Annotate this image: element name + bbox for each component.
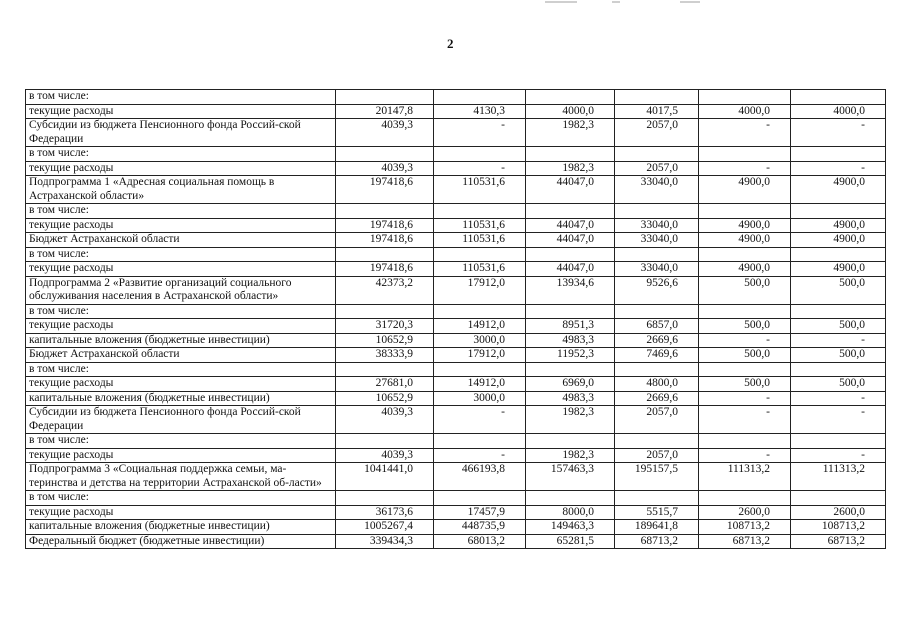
row-label: текущие расходы — [26, 448, 336, 463]
row-value: - — [434, 119, 526, 147]
row-value: 36173,6 — [336, 505, 434, 520]
row-label: текущие расходы — [26, 377, 336, 392]
row-value: 189641,8 — [615, 520, 699, 535]
row-label: в том числе: — [26, 90, 336, 105]
row-value: 149463,3 — [526, 520, 615, 535]
row-value: 2057,0 — [615, 119, 699, 147]
row-value: 4900,0 — [699, 218, 791, 233]
table-row — [26, 218, 886, 233]
row-value: 2669,6 — [615, 391, 699, 406]
row-value: - — [791, 448, 886, 463]
row-value: - — [434, 448, 526, 463]
row-value: 20147,8 — [336, 104, 434, 119]
row-value: 4900,0 — [699, 176, 791, 204]
row-label: текущие расходы — [26, 104, 336, 119]
row-value — [434, 304, 526, 319]
table-row — [26, 406, 886, 434]
row-value: 4039,3 — [336, 161, 434, 176]
row-value: 3000,0 — [434, 391, 526, 406]
row-value: 68713,2 — [791, 534, 886, 549]
row-value — [791, 434, 886, 449]
row-value — [699, 304, 791, 319]
row-value: 4039,3 — [336, 448, 434, 463]
row-value — [336, 304, 434, 319]
row-value: 1982,3 — [526, 119, 615, 147]
row-value — [434, 434, 526, 449]
row-value: 4900,0 — [791, 218, 886, 233]
row-value — [615, 491, 699, 506]
row-value: 27681,0 — [336, 377, 434, 392]
table-row — [26, 520, 886, 535]
row-value: 197418,6 — [336, 218, 434, 233]
row-label: текущие расходы — [26, 161, 336, 176]
table-row — [26, 448, 886, 463]
row-value: 8000,0 — [526, 505, 615, 520]
row-value — [791, 362, 886, 377]
row-value — [699, 204, 791, 219]
row-value: 2057,0 — [615, 406, 699, 434]
row-value: 17912,0 — [434, 348, 526, 363]
row-value: 4130,3 — [434, 104, 526, 119]
row-label: капитальные вложения (бюджетные инвестиции) — [26, 333, 336, 348]
row-value: 44047,0 — [526, 233, 615, 248]
table-row — [26, 391, 886, 406]
row-value: 17457,9 — [434, 505, 526, 520]
row-value — [434, 362, 526, 377]
table-row — [26, 161, 886, 176]
row-value: - — [434, 161, 526, 176]
row-value: 2600,0 — [791, 505, 886, 520]
row-value: 4000,0 — [526, 104, 615, 119]
table-row — [26, 463, 886, 491]
row-value — [615, 147, 699, 162]
row-label: в том числе: — [26, 304, 336, 319]
row-value: 7469,6 — [615, 348, 699, 363]
row-value: 10652,9 — [336, 391, 434, 406]
row-value: 13934,6 — [526, 276, 615, 304]
row-value — [615, 434, 699, 449]
row-value: 197418,6 — [336, 233, 434, 248]
row-value: 1005267,4 — [336, 520, 434, 535]
row-value: 44047,0 — [526, 218, 615, 233]
row-value: 9526,6 — [615, 276, 699, 304]
row-value: - — [791, 391, 886, 406]
row-value: 110531,6 — [434, 233, 526, 248]
table-row — [26, 233, 886, 248]
row-value — [615, 204, 699, 219]
row-value — [791, 204, 886, 219]
row-value: 6857,0 — [615, 319, 699, 334]
row-value: 4039,3 — [336, 406, 434, 434]
row-value: 10652,9 — [336, 333, 434, 348]
row-value: 1041441,0 — [336, 463, 434, 491]
row-value — [434, 147, 526, 162]
row-value: 33040,0 — [615, 262, 699, 277]
row-value: 33040,0 — [615, 233, 699, 248]
row-value — [434, 247, 526, 262]
row-value: 4900,0 — [699, 233, 791, 248]
row-value: 1982,3 — [526, 161, 615, 176]
row-value — [615, 304, 699, 319]
row-value: 500,0 — [699, 348, 791, 363]
row-value: 68013,2 — [434, 534, 526, 549]
row-value: 4900,0 — [699, 262, 791, 277]
table-row — [26, 362, 886, 377]
row-value: 197418,6 — [336, 262, 434, 277]
row-value — [699, 247, 791, 262]
row-value: - — [699, 448, 791, 463]
row-value: - — [791, 406, 886, 434]
row-value: 14912,0 — [434, 319, 526, 334]
row-value: 8951,3 — [526, 319, 615, 334]
row-value — [615, 90, 699, 105]
page-number: 2 — [447, 36, 454, 51]
table-row — [26, 491, 886, 506]
row-label: текущие расходы — [26, 505, 336, 520]
row-value: 4900,0 — [791, 262, 886, 277]
table-row — [26, 119, 886, 147]
table-row — [26, 262, 886, 277]
row-value: 1982,3 — [526, 406, 615, 434]
row-value: - — [699, 333, 791, 348]
row-value: 44047,0 — [526, 262, 615, 277]
scan-artifact — [612, 1, 620, 3]
row-value: 65281,5 — [526, 534, 615, 549]
row-value: 2057,0 — [615, 161, 699, 176]
table-row — [26, 247, 886, 262]
row-value — [526, 362, 615, 377]
row-value: 500,0 — [791, 319, 886, 334]
row-value — [434, 204, 526, 219]
row-value: 1982,3 — [526, 448, 615, 463]
row-label: Подпрограмма 3 «Социальная поддержка семьи, ма-теринства и детства на территории Астраханской об-ласти» — [26, 463, 336, 491]
row-value: 500,0 — [699, 377, 791, 392]
budget-table — [25, 89, 886, 549]
row-value — [336, 204, 434, 219]
row-value: 4983,3 — [526, 333, 615, 348]
row-value: - — [791, 119, 886, 147]
row-value — [434, 90, 526, 105]
row-value — [526, 491, 615, 506]
row-value: 2057,0 — [615, 448, 699, 463]
row-value: 4000,0 — [791, 104, 886, 119]
table-row — [26, 377, 886, 392]
row-label: в том числе: — [26, 434, 336, 449]
row-value: 4800,0 — [615, 377, 699, 392]
table-row — [26, 505, 886, 520]
row-value — [526, 434, 615, 449]
row-label: в том числе: — [26, 491, 336, 506]
table-row — [26, 204, 886, 219]
row-value — [615, 362, 699, 377]
row-value — [699, 491, 791, 506]
row-value: - — [699, 119, 791, 147]
row-value — [791, 247, 886, 262]
table-row — [26, 104, 886, 119]
row-value: 3000,0 — [434, 333, 526, 348]
row-value: 111313,2 — [791, 463, 886, 491]
table-row — [26, 434, 886, 449]
row-value — [791, 491, 886, 506]
row-value — [699, 362, 791, 377]
row-value: - — [699, 161, 791, 176]
row-value: 38333,9 — [336, 348, 434, 363]
row-value — [699, 90, 791, 105]
row-value — [526, 304, 615, 319]
row-value: - — [791, 333, 886, 348]
row-value: 4900,0 — [791, 176, 886, 204]
row-label: текущие расходы — [26, 218, 336, 233]
row-value: - — [434, 406, 526, 434]
row-value: 500,0 — [699, 276, 791, 304]
table-row — [26, 90, 886, 105]
row-value — [336, 434, 434, 449]
row-value — [336, 90, 434, 105]
row-value: 4017,5 — [615, 104, 699, 119]
row-value: 110531,6 — [434, 176, 526, 204]
row-label: Бюджет Астраханской области — [26, 233, 336, 248]
row-value: 4900,0 — [791, 233, 886, 248]
row-value — [336, 147, 434, 162]
scan-artifact — [545, 1, 577, 3]
row-value — [526, 204, 615, 219]
row-value — [336, 247, 434, 262]
row-value: 4039,3 — [336, 119, 434, 147]
row-value: 195157,5 — [615, 463, 699, 491]
row-value: 68713,2 — [699, 534, 791, 549]
row-value: 68713,2 — [615, 534, 699, 549]
row-label: Бюджет Астраханской области — [26, 348, 336, 363]
row-value: 4983,3 — [526, 391, 615, 406]
row-value: - — [699, 406, 791, 434]
row-value: - — [791, 161, 886, 176]
table-body — [26, 90, 886, 549]
row-value: 4000,0 — [699, 104, 791, 119]
row-value — [699, 434, 791, 449]
row-value: 5515,7 — [615, 505, 699, 520]
row-value: 157463,3 — [526, 463, 615, 491]
row-label: Субсидии из бюджета Пенсионного фонда Россий-ской Федерации — [26, 119, 336, 147]
row-label: Субсидии из бюджета Пенсионного фонда Россий-ской Федерации — [26, 406, 336, 434]
table-row — [26, 176, 886, 204]
row-value — [526, 90, 615, 105]
row-value: 33040,0 — [615, 176, 699, 204]
row-value: 31720,3 — [336, 319, 434, 334]
table-row — [26, 276, 886, 304]
scan-artifact — [680, 1, 700, 3]
row-value: 2600,0 — [699, 505, 791, 520]
row-label: Подпрограмма 2 «Развитие организаций социального обслуживания населения в Астраханской области» — [26, 276, 336, 304]
row-value: 14912,0 — [434, 377, 526, 392]
row-value: 500,0 — [699, 319, 791, 334]
row-label: текущие расходы — [26, 319, 336, 334]
row-label: в том числе: — [26, 204, 336, 219]
table-row — [26, 147, 886, 162]
row-value: 110531,6 — [434, 262, 526, 277]
row-value: 44047,0 — [526, 176, 615, 204]
row-value: 111313,2 — [699, 463, 791, 491]
table-row — [26, 333, 886, 348]
table-row — [26, 304, 886, 319]
row-value: 197418,6 — [336, 176, 434, 204]
row-label: в том числе: — [26, 247, 336, 262]
row-value: 33040,0 — [615, 218, 699, 233]
row-value — [336, 362, 434, 377]
row-label: капитальные вложения (бюджетные инвестиции) — [26, 520, 336, 535]
row-label: Подпрограмма 1 «Адресная социальная помощь в Астраханской области» — [26, 176, 336, 204]
row-value: 448735,9 — [434, 520, 526, 535]
row-value: 108713,2 — [791, 520, 886, 535]
row-value: 2669,6 — [615, 333, 699, 348]
row-value: 500,0 — [791, 348, 886, 363]
row-value: 42373,2 — [336, 276, 434, 304]
row-value — [526, 247, 615, 262]
row-value — [791, 304, 886, 319]
row-value: 500,0 — [791, 276, 886, 304]
row-label: капитальные вложения (бюджетные инвестиции) — [26, 391, 336, 406]
row-label: Федеральный бюджет (бюджетные инвестиции) — [26, 534, 336, 549]
row-value — [791, 147, 886, 162]
table-row — [26, 319, 886, 334]
table-row — [26, 534, 886, 549]
row-value: 11952,3 — [526, 348, 615, 363]
row-value: 466193,8 — [434, 463, 526, 491]
row-value — [615, 247, 699, 262]
row-value: 108713,2 — [699, 520, 791, 535]
row-value: 17912,0 — [434, 276, 526, 304]
row-value — [699, 147, 791, 162]
row-value — [434, 491, 526, 506]
row-label: в том числе: — [26, 147, 336, 162]
row-label: текущие расходы — [26, 262, 336, 277]
row-label: в том числе: — [26, 362, 336, 377]
row-value: 339434,3 — [336, 534, 434, 549]
row-value: 6969,0 — [526, 377, 615, 392]
row-value: 500,0 — [791, 377, 886, 392]
row-value: 110531,6 — [434, 218, 526, 233]
table-row — [26, 348, 886, 363]
row-value — [526, 147, 615, 162]
row-value — [791, 90, 886, 105]
row-value — [336, 491, 434, 506]
row-value: - — [699, 391, 791, 406]
